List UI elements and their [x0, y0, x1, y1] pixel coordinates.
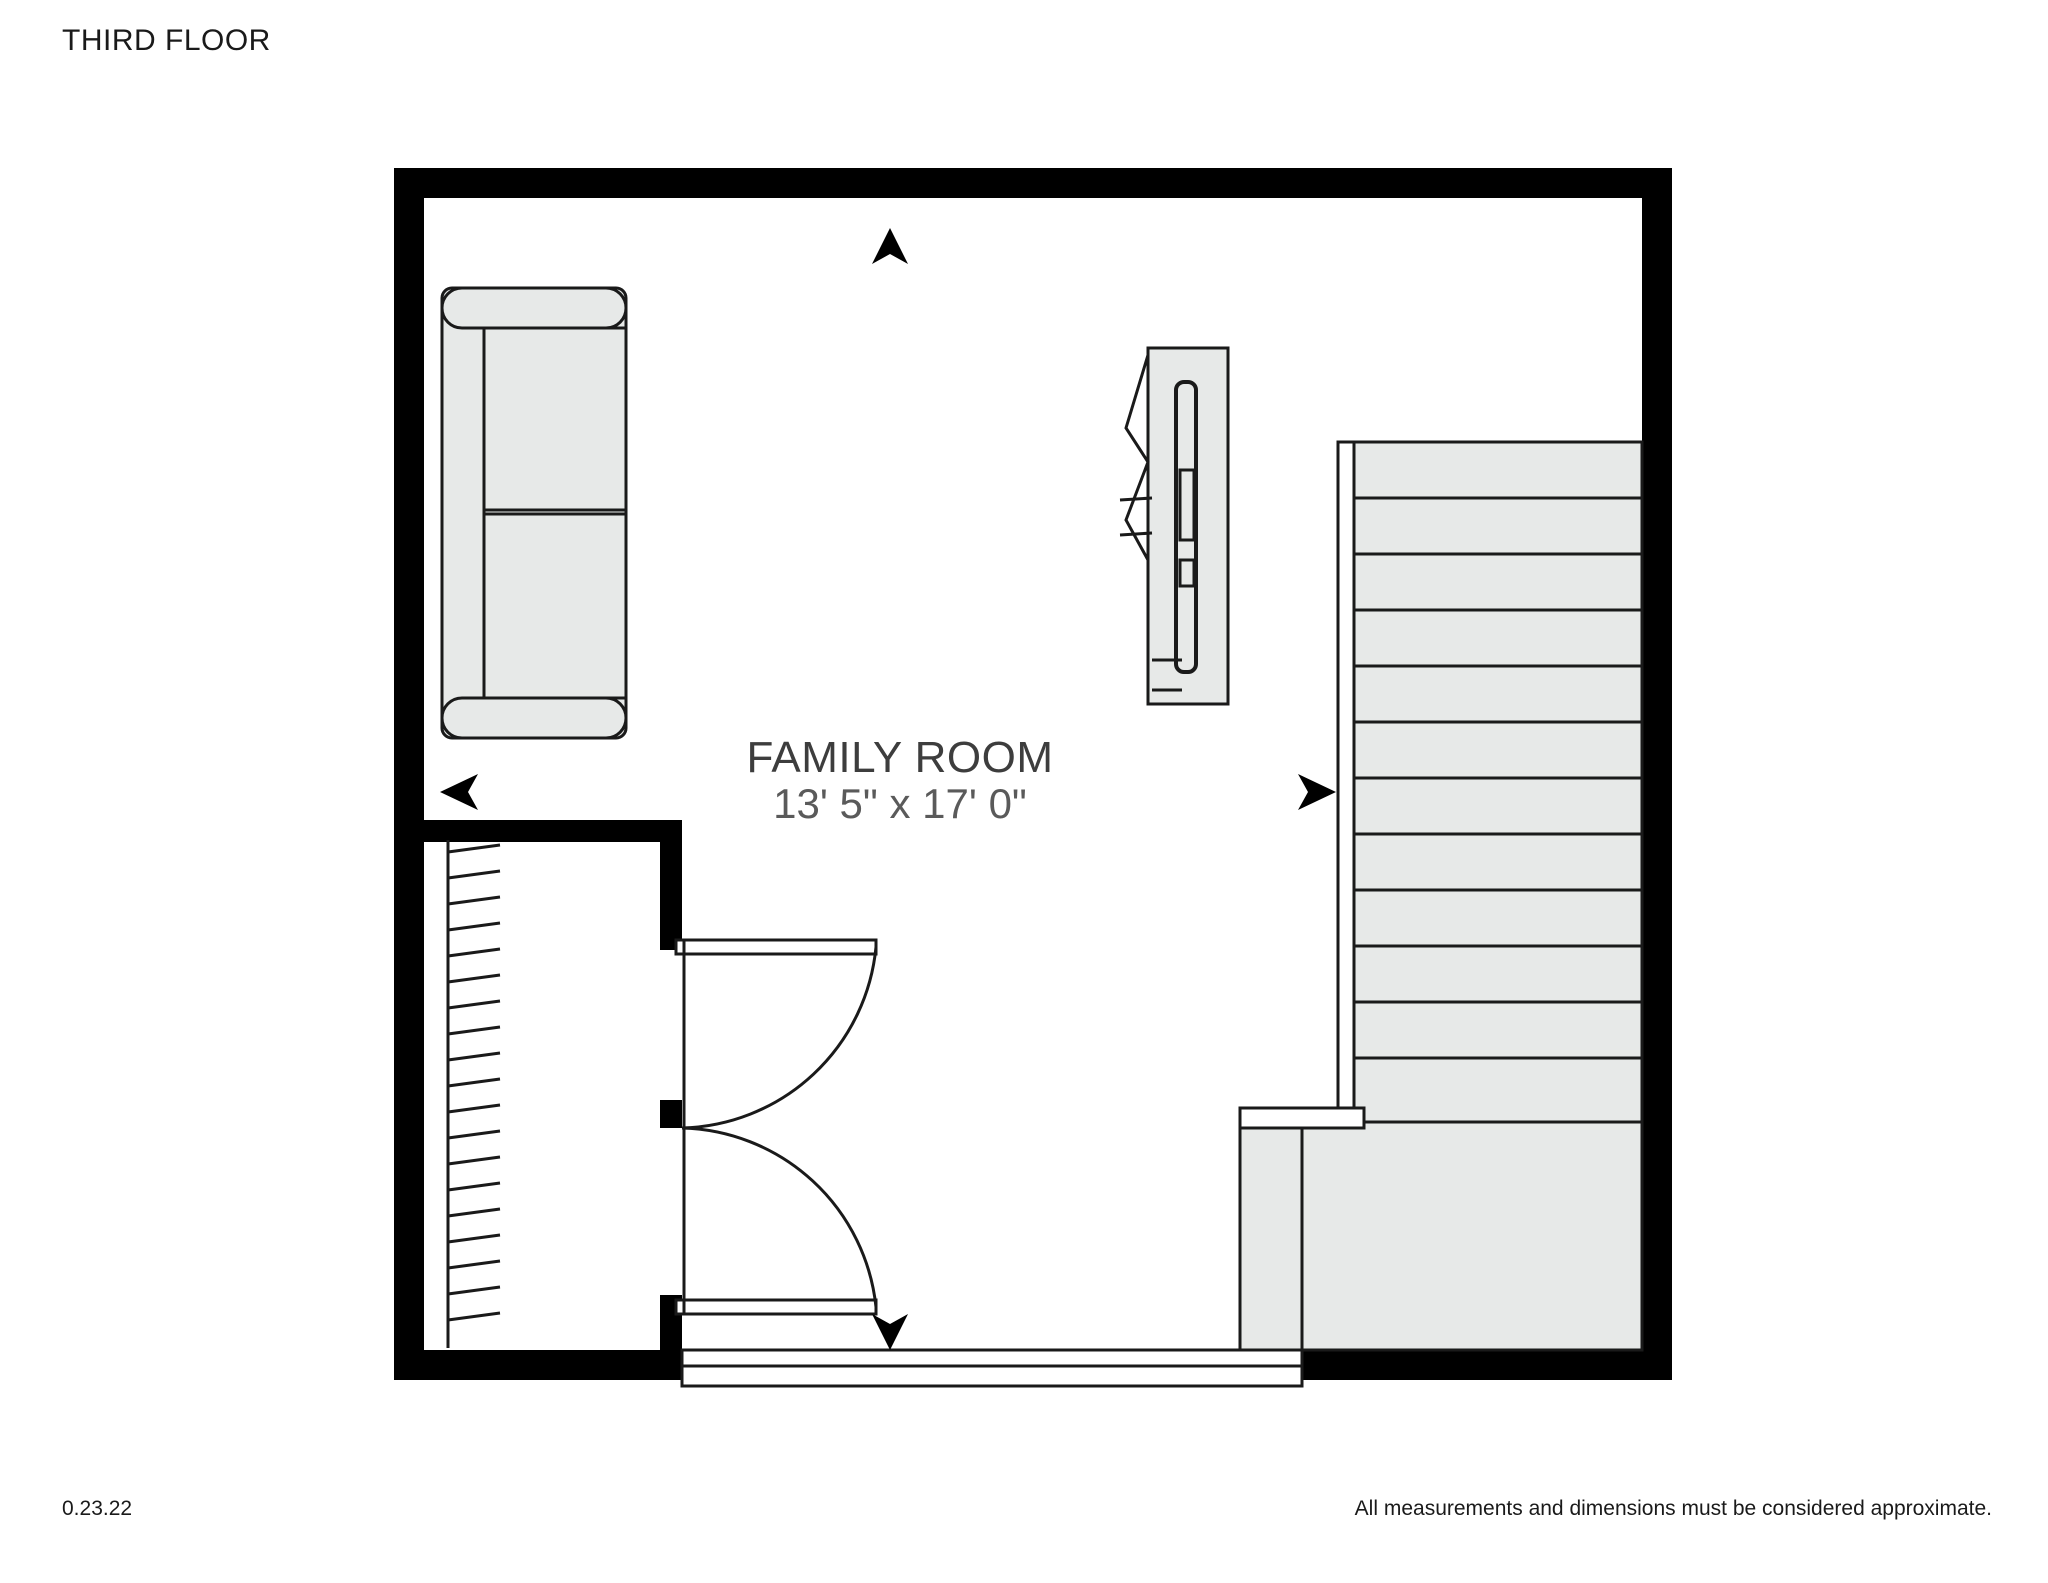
- cabinet: [1240, 1108, 1642, 1350]
- arrow-up-icon: [872, 228, 908, 264]
- bottom-threshold: [682, 1350, 1302, 1386]
- closet-walls: [424, 820, 682, 1355]
- staircase: [1338, 442, 1642, 1122]
- closet-hanging-rod: [448, 840, 500, 1348]
- footer-disclaimer: All measurements and dimensions must be considered approximate.: [1354, 1497, 1992, 1520]
- floor-title: THIRD FLOOR: [62, 24, 271, 57]
- arrow-left-icon: [440, 774, 478, 810]
- footer-date: 0.23.22: [62, 1497, 133, 1520]
- arrow-down-icon: [872, 1314, 908, 1350]
- arrow-right-icon: [1298, 774, 1336, 810]
- sofa: [442, 288, 626, 738]
- television: [1120, 348, 1228, 704]
- room-name: FAMILY ROOM: [746, 733, 1054, 782]
- room-dimensions: 13' 5" x 17' 0": [773, 779, 1027, 827]
- room-label-family-room: [690, 735, 1110, 826]
- double-door: [676, 940, 876, 1314]
